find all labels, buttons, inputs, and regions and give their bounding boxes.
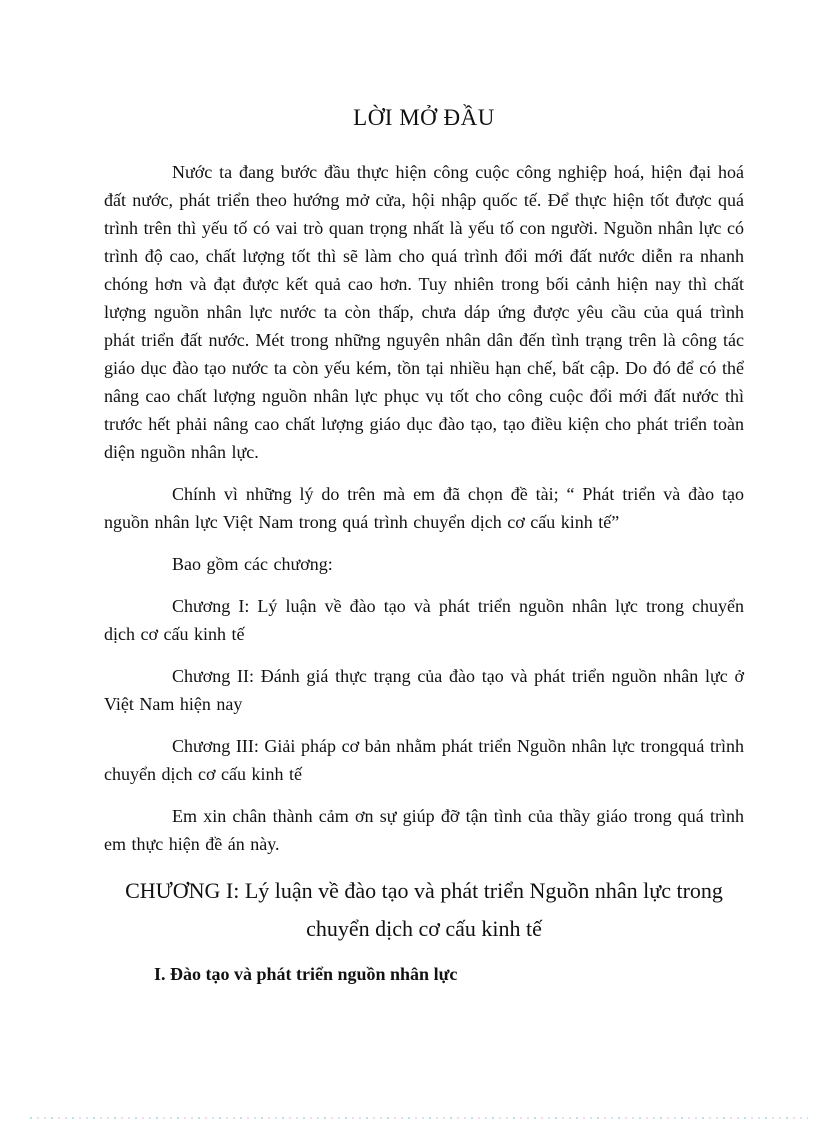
paragraph-chapter-1: Chương I: Lý luận về đào tạo và phát triển nguồn nhân lực trong chuyển dịch cơ cấu kinh tế [104,596,744,644]
page-title: LỜI MỞ ĐẦU [353,105,495,130]
page-bottom-divider [30,1117,808,1119]
paragraph-chapter-2: Chương II: Đánh giá thực trạng của đào tạo và phát triển nguồn nhân lực ở Việt Nam hiện nay [104,666,744,714]
paragraph-chapters-label: Bao gồm các chương: [172,554,333,574]
section-1-heading: I. Đào tạo và phát triển nguồn nhân lực [154,964,458,984]
paragraph-acknowledgement: Em xin chân thành cảm ơn sự giúp đỡ tận tình của thầy giáo trong quá trình em thực hiện đề án này. [104,806,744,854]
chapter-1-heading: CHƯƠNG I: Lý luận về đào tạo và phát triển Nguồn nhân lực trong chuyển dịch cơ cấu kinh tế [125,878,723,941]
body-text [104,158,744,858]
paragraph-intro: Nước ta đang bước đầu thực hiện công cuộc công nghiệp hoá, hiện đại hoá đất nước, phát triển theo hướng mở cửa, hội nhập quốc tế. Để thực hiện tốt được quá trình trên thì yếu tố có vai trò quan trọng nhất là yếu tố con người. Nguồn nhân lực có trình độ cao, chất lượng tốt thì sẽ làm cho quá trình đổi mới đất nước diễn ra nhanh chóng hơn và đạt được kết quả cao hơn. Tuy nhiên trong bối cảnh hiện nay thì chất lượng nguồn nhân lực nước ta còn thấp, chưa dáp ứng được yêu cầu của quá trình phát triển đất nước. Mét trong những nguyên nhân dân đến tình trạng trên là công tác giáo dục đào tạo nước ta còn yếu kém, tồn tại nhiều hạn chế, bất cập. Do đó để có thể nâng cao chất lượng nguồn nhân lực phục vụ tốt cho công cuộc đổi mới đất nước thì trước hết phải nâng cao chất lượng giáo dục đào tạo, tạo điều kiện cho phát triển toàn diện nguồn nhân lực. [104,162,744,462]
paragraph-topic-selection: Chính vì những lý do trên mà em đã chọn đề tài; “ Phát triển và đào tạo nguồn nhân lực Việt Nam trong quá trình chuyển dịch cơ cấu kinh tế” [104,484,744,532]
paragraph-chapter-3: Chương III: Giải pháp cơ bản nhằm phát triển Nguồn nhân lực trongquá trình chuyển dịch cơ cấu kinh tế [104,736,744,784]
